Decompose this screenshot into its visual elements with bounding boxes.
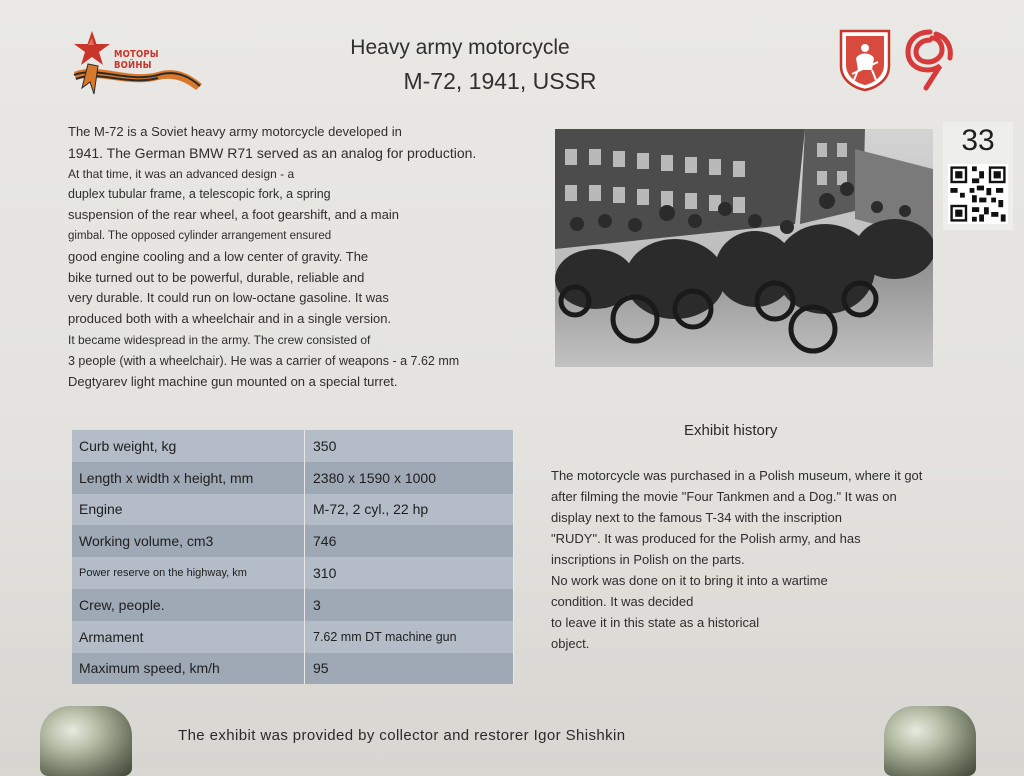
- footer-credit: The exhibit was provided by collector and restorer Igor Shishkin: [178, 727, 626, 744]
- moscow-coat-of-arms-icon: [838, 28, 892, 92]
- history-line: display next to the famous T-34 with the inscription: [551, 510, 842, 525]
- spec-value: 350: [305, 430, 514, 462]
- logo-text: МОТОРЫ ВОЙНЫ: [114, 49, 159, 71]
- description-line: produced both with a wheelchair and in a single version.: [68, 311, 392, 327]
- spec-label: Length x width x height, mm: [72, 462, 305, 494]
- description-line: gimbal. The opposed cylinder arrangement ensured: [68, 229, 332, 242]
- history-line: The motorcycle was purchased in a Polish museum, where it got: [551, 468, 923, 483]
- spec-value: 2380 x 1590 x 1000: [305, 462, 514, 494]
- spec-value: 310: [305, 557, 514, 589]
- spec-value: 95: [305, 653, 514, 685]
- description-line: duplex tubular frame, a telescopic fork, a spring: [68, 187, 331, 202]
- spec-label: Curb weight, kg: [72, 430, 305, 462]
- history-line: after filming the movie "Four Tankmen and a Dog." It was on: [551, 489, 897, 504]
- description-line: At that time, it was an advanced design - a: [68, 166, 295, 181]
- description-line: good engine cooling and a low center of gravity. The: [68, 248, 369, 264]
- table-row: [72, 462, 514, 494]
- table-row: [72, 557, 514, 589]
- history-line: to leave it in this state as a historical: [551, 615, 760, 630]
- description-line: very durable. It could run on low-octane gasoline. It was: [68, 290, 389, 306]
- victory-day-nine-icon: [902, 26, 958, 92]
- table-row: [72, 621, 514, 653]
- history-line: No work was done on it to bring it into a wartime: [551, 573, 828, 588]
- specs-table: [72, 430, 514, 684]
- exhibit-number-card: [943, 122, 1013, 230]
- history-line: object.: [551, 636, 590, 651]
- spec-label: Working volume, cm3: [72, 525, 305, 557]
- spec-value: 746: [305, 525, 514, 557]
- mounting-bolt-left: [40, 706, 132, 776]
- exhibit-number: 33: [961, 124, 995, 157]
- spec-value: 3: [305, 589, 514, 621]
- mounting-bolt-right: [884, 706, 976, 776]
- table-row: [72, 589, 514, 621]
- history-line: "RUDY". It was produced for the Polish army, and has: [551, 531, 861, 546]
- spec-label: Crew, people.: [72, 589, 305, 621]
- table-row: [72, 525, 514, 557]
- page-title: Heavy army motorcycle: [350, 36, 570, 59]
- page-subtitle: M-72, 1941, USSR: [403, 68, 597, 94]
- description-line: It became widespread in the army. The crew consisted of: [68, 332, 371, 347]
- spec-label: Maximum speed, km/h: [72, 653, 305, 685]
- history-line: condition. It was decided: [551, 594, 694, 609]
- spec-value: 7.62 mm DT machine gun: [305, 621, 514, 653]
- table-row: [72, 430, 514, 462]
- qr-code-icon[interactable]: [948, 164, 1008, 224]
- description-line: The M-72 is a Soviet heavy army motorcycle developed in: [68, 124, 402, 139]
- spec-label: Armament: [72, 621, 305, 653]
- description-line: Degtyarev light machine gun mounted on a special turret.: [68, 373, 398, 389]
- table-row: [72, 653, 514, 685]
- description-line: bike turned out to be powerful, durable, reliable and: [68, 269, 365, 285]
- historic-photo: [555, 129, 933, 367]
- description-line: suspension of the rear wheel, a foot gearshift, and a main: [68, 207, 399, 223]
- description-text: [68, 122, 538, 392]
- description-line: 1941. The German BMW R71 served as an analog for production.: [68, 144, 477, 161]
- spec-label: Power reserve on the highway, km: [72, 557, 305, 589]
- history-heading: Exhibit history: [684, 422, 778, 439]
- spec-value: M-72, 2 cyl., 22 hp: [305, 494, 514, 526]
- spec-label: Engine: [72, 494, 305, 526]
- description-line: 3 people (with a wheelchair). He was a carrier of weapons - a 7.62 mm: [68, 353, 460, 368]
- table-row: [72, 494, 514, 526]
- history-text: [551, 465, 971, 654]
- history-line: inscriptions in Polish on the parts.: [551, 552, 745, 567]
